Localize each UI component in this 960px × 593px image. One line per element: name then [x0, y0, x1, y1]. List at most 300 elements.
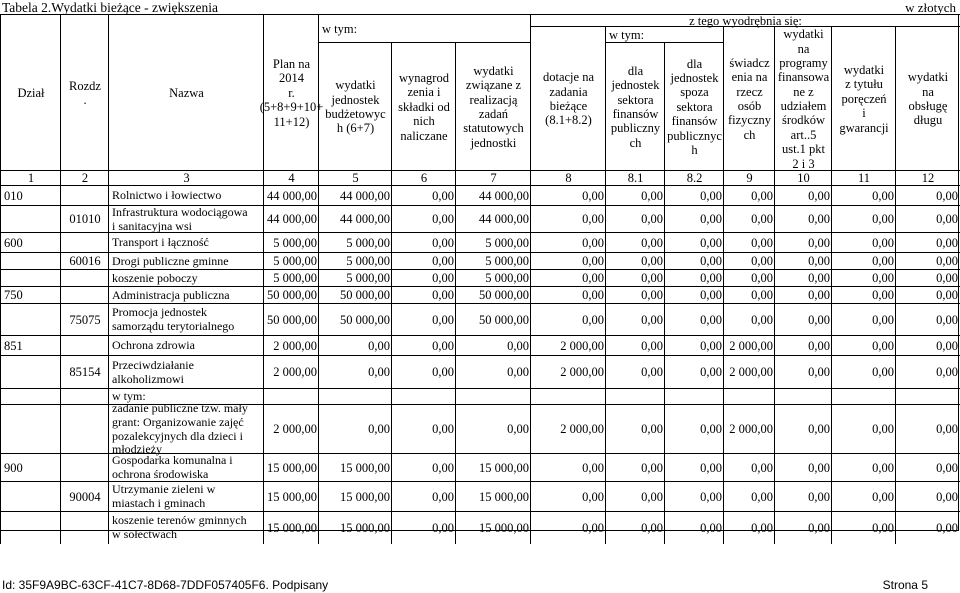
value-cell	[605, 335, 665, 356]
value-cell-text: 0,00	[582, 271, 604, 286]
value-cell	[723, 185, 775, 206]
value-cell	[774, 252, 832, 270]
value-cell	[263, 335, 319, 356]
dzial-cell-text: 900	[4, 460, 23, 475]
value-cell-text: 0,00	[700, 460, 722, 475]
value-cell-text: 0,00	[432, 288, 454, 303]
value-cell-text: 0,00	[432, 422, 454, 437]
value-cell-text: 0,00	[641, 338, 663, 353]
value-cell	[530, 404, 606, 454]
value-cell-text: 0,00	[507, 338, 529, 353]
column-number	[895, 170, 960, 186]
value-cell-text: 0,00	[808, 422, 830, 437]
value-cell	[263, 303, 319, 336]
value-cell	[605, 205, 665, 233]
value-cell	[774, 388, 832, 405]
value-cell	[530, 205, 606, 233]
value-cell	[530, 511, 606, 544]
column-number	[455, 170, 531, 186]
nazwa-cell	[108, 481, 264, 512]
dzial-cell	[0, 453, 61, 482]
value-cell-text: 2 000,00	[729, 422, 773, 437]
value-cell	[530, 232, 606, 253]
value-cell	[895, 335, 960, 356]
value-cell	[664, 481, 724, 512]
header-swiadczenia	[723, 26, 775, 171]
nazwa-cell-text: zadanie publiczne tzw. mały grant: Organizowanie zajęć pozalekcyjnych dla dzieci i młodzieży	[112, 400, 248, 457]
value-cell	[723, 303, 775, 336]
rozdz-cell	[60, 511, 109, 544]
value-cell	[723, 335, 775, 356]
value-cell	[455, 185, 531, 206]
rozdz-cell	[60, 453, 109, 482]
value-cell-text: 0,00	[641, 520, 663, 535]
value-cell	[391, 232, 456, 253]
nazwa-cell-text: Ochrona zdrowia	[112, 338, 195, 353]
value-cell	[318, 388, 392, 405]
dzial-cell	[0, 286, 61, 304]
value-cell-text: 0,00	[641, 489, 663, 504]
value-cell-text: 0,00	[700, 188, 722, 203]
value-cell	[391, 303, 456, 336]
value-cell-text: 44 000,00	[267, 212, 317, 227]
value-cell	[895, 269, 960, 287]
value-cell	[455, 335, 531, 356]
value-cell	[831, 269, 896, 287]
value-cell-text: 0,00	[872, 212, 894, 227]
nazwa-cell-text: Administracja publiczna	[112, 287, 230, 302]
value-cell	[895, 481, 960, 512]
value-cell-text: 50 000,00	[340, 312, 390, 327]
nazwa-cell-text: Rolnictwo i łowiectwo	[112, 188, 222, 203]
value-cell-text: 0,00	[808, 489, 830, 504]
column-number	[0, 170, 61, 186]
value-cell-text: 0,00	[641, 188, 663, 203]
value-cell-text: 0,00	[700, 212, 722, 227]
header-dzial	[0, 14, 61, 171]
value-cell	[605, 303, 665, 336]
value-cell	[455, 232, 531, 253]
value-cell	[391, 286, 456, 304]
value-cell-text: 2 000,00	[273, 338, 317, 353]
rozdz-cell	[60, 404, 109, 454]
nazwa-cell-text: Utrzymanie zieleni w miastach i gminach	[112, 482, 216, 510]
value-cell-text: 15 000,00	[340, 460, 390, 475]
value-cell-text: 0,00	[808, 288, 830, 303]
value-cell-text: 0,00	[700, 338, 722, 353]
rozdz-cell-text: 60016	[69, 254, 101, 269]
value-cell	[455, 388, 531, 405]
header-nazwa	[108, 14, 264, 171]
value-cell	[895, 355, 960, 389]
value-cell	[895, 511, 960, 544]
nazwa-cell	[108, 453, 264, 482]
value-cell	[664, 185, 724, 206]
value-cell	[391, 388, 456, 405]
value-cell	[895, 252, 960, 270]
value-cell	[530, 453, 606, 482]
value-cell	[831, 404, 896, 454]
value-cell-text: 44 000,00	[479, 188, 529, 203]
rozdz-cell	[60, 388, 109, 405]
column-number	[664, 170, 724, 186]
value-cell-text: 0,00	[507, 422, 529, 437]
header-dla-sektora-text: dla jednostek sektora finansów publiczny ch	[610, 63, 661, 150]
value-cell	[318, 286, 392, 304]
nazwa-cell-text: Gospodarka komunalna i ochrona środowiska	[112, 453, 233, 481]
value-cell-text: 0,00	[582, 460, 604, 475]
value-cell	[723, 232, 775, 253]
value-cell	[530, 252, 606, 270]
value-cell	[391, 511, 456, 544]
value-cell	[664, 388, 724, 405]
value-cell	[895, 185, 960, 206]
value-cell-text: 0,00	[432, 520, 454, 535]
value-cell	[664, 335, 724, 356]
rozdz-cell-text: 85154	[69, 365, 101, 380]
value-cell-text: 0,00	[582, 212, 604, 227]
value-cell	[318, 481, 392, 512]
value-cell-text: 0,00	[582, 312, 604, 327]
value-cell	[263, 252, 319, 270]
nazwa-cell	[108, 185, 264, 206]
column-number-text: 2	[81, 171, 89, 186]
value-cell	[318, 252, 392, 270]
value-cell-text: 0,00	[751, 520, 773, 535]
value-cell-text: 15 000,00	[479, 489, 529, 504]
value-cell	[455, 286, 531, 304]
value-cell	[831, 511, 896, 544]
value-cell-text: 0,00	[936, 235, 958, 250]
rozdz-cell	[60, 185, 109, 206]
value-cell-text: 2 000,00	[560, 422, 604, 437]
header-wydatki-budzetowe-text: wydatki jednostek budżetowyc h (6+7)	[325, 78, 386, 136]
nazwa-cell-text: koszenie terenów gminnych w sołectwach	[112, 513, 247, 541]
value-cell	[774, 185, 832, 206]
value-cell	[774, 303, 832, 336]
value-cell-text: 0,00	[872, 271, 894, 286]
column-number-text: 1	[27, 171, 35, 186]
value-cell-text: 0,00	[368, 338, 390, 353]
value-cell	[391, 252, 456, 270]
value-cell	[831, 185, 896, 206]
header-programy	[774, 26, 832, 171]
value-cell	[831, 252, 896, 270]
value-cell-text: 0,00	[872, 254, 894, 269]
value-cell-text: 15 000,00	[340, 520, 390, 535]
value-cell	[605, 453, 665, 482]
value-cell-text: 5 000,00	[346, 254, 390, 269]
value-cell	[318, 355, 392, 389]
value-cell-text: 0,00	[700, 288, 722, 303]
value-cell	[774, 335, 832, 356]
value-cell	[831, 205, 896, 233]
value-cell	[723, 404, 775, 454]
value-cell-text: 0,00	[641, 365, 663, 380]
value-cell-text: 2 000,00	[273, 422, 317, 437]
column-number-text: 5	[352, 171, 359, 186]
document-id: Id: 35F9A9BC-63CF-41C7-8D68-7DDF057405F6. Podpisany	[2, 578, 329, 592]
value-cell-text: 0,00	[808, 188, 830, 203]
value-cell	[455, 453, 531, 482]
value-cell	[530, 481, 606, 512]
value-cell-text: 0,00	[808, 235, 830, 250]
value-cell	[723, 453, 775, 482]
value-cell	[263, 286, 319, 304]
rozdz-cell-text: 90004	[69, 489, 101, 504]
value-cell	[664, 269, 724, 287]
header-programy-text: wydatki na programy finansowa ne z udziałem środków art..5 ust.1 pkt 2 i 3	[777, 27, 830, 171]
value-cell	[723, 269, 775, 287]
column-number-text: 10	[797, 171, 810, 186]
value-cell	[391, 335, 456, 356]
value-cell	[530, 388, 606, 405]
header-zwiazane-text: wydatki związane z realizacją zadań statutowych jednostki	[463, 63, 524, 150]
dzial-cell-text: 600	[4, 235, 23, 250]
value-cell-text: 5 000,00	[485, 271, 529, 286]
value-cell	[530, 335, 606, 356]
rozdz-cell	[60, 286, 109, 304]
column-number-text: 8.1	[627, 171, 644, 186]
value-cell	[831, 388, 896, 405]
value-cell	[723, 388, 775, 405]
value-cell-text: 0,00	[751, 489, 773, 504]
value-cell	[831, 286, 896, 304]
value-cell	[664, 355, 724, 389]
header-wynagrodzenia	[391, 42, 456, 171]
value-cell	[318, 303, 392, 336]
value-cell-text: 50 000,00	[267, 288, 317, 303]
value-cell	[723, 511, 775, 544]
value-cell	[723, 252, 775, 270]
value-cell-text: 0,00	[936, 188, 958, 203]
value-cell	[263, 269, 319, 287]
value-cell-text: 0,00	[872, 188, 894, 203]
value-cell	[895, 232, 960, 253]
value-cell-text: 50 000,00	[479, 288, 529, 303]
nazwa-cell	[108, 335, 264, 356]
column-number-text: 3	[183, 171, 190, 186]
value-cell-text: 0,00	[872, 422, 894, 437]
value-cell	[530, 269, 606, 287]
value-cell-text: 44 000,00	[340, 188, 390, 203]
value-cell-text: 15 000,00	[479, 520, 529, 535]
value-cell-text: 50 000,00	[479, 312, 529, 327]
value-cell-text: 0,00	[936, 365, 958, 380]
value-cell-text: 0,00	[808, 312, 830, 327]
unit-label: w złotych	[905, 0, 956, 15]
value-cell-text: 0,00	[751, 254, 773, 269]
value-cell-text: 0,00	[808, 365, 830, 380]
value-cell-text: 0,00	[432, 460, 454, 475]
value-cell	[391, 185, 456, 206]
value-cell	[664, 232, 724, 253]
rozdz-cell	[60, 335, 109, 356]
value-cell-text: 0,00	[641, 235, 663, 250]
value-cell-text: 15 000,00	[267, 460, 317, 475]
dzial-cell	[0, 269, 61, 287]
value-cell-text: 0,00	[808, 520, 830, 535]
column-number-text: 9	[746, 171, 753, 186]
value-cell	[774, 355, 832, 389]
value-cell-text: 0,00	[751, 288, 773, 303]
value-cell	[664, 453, 724, 482]
value-cell-text: 5 000,00	[485, 235, 529, 250]
value-cell	[723, 481, 775, 512]
value-cell-text: 0,00	[641, 312, 663, 327]
header-zwiazane	[455, 42, 531, 171]
value-cell-text: 0,00	[368, 422, 390, 437]
value-cell-text: 0,00	[808, 460, 830, 475]
value-cell-text: 0,00	[641, 460, 663, 475]
value-cell	[774, 404, 832, 454]
value-cell-text: 0,00	[368, 365, 390, 380]
value-cell	[774, 453, 832, 482]
value-cell-text: 0,00	[751, 271, 773, 286]
value-cell-text: 0,00	[751, 460, 773, 475]
value-cell	[605, 404, 665, 454]
value-cell	[263, 355, 319, 389]
value-cell-text: 2 000,00	[729, 338, 773, 353]
value-cell-text: 0,00	[936, 489, 958, 504]
column-number-text: 4	[288, 171, 295, 186]
nazwa-cell-text: w tym:	[112, 389, 146, 404]
rozdz-cell	[60, 355, 109, 389]
value-cell	[831, 335, 896, 356]
value-cell-text: 0,00	[700, 365, 722, 380]
value-cell	[895, 453, 960, 482]
column-number	[108, 170, 264, 186]
value-cell	[774, 232, 832, 253]
value-cell	[391, 453, 456, 482]
value-cell	[605, 185, 665, 206]
header-dla-sektora	[605, 42, 665, 171]
value-cell	[318, 511, 392, 544]
value-cell-text: 0,00	[936, 520, 958, 535]
header-wydatki-budzetowe	[318, 42, 392, 171]
value-cell-text: 0,00	[507, 365, 529, 380]
header-w-tym	[318, 14, 531, 43]
header-dzial-text: Dział	[17, 85, 45, 100]
header-rozdz-text: Rozdz .	[69, 78, 101, 107]
value-cell-text: 2 000,00	[560, 338, 604, 353]
value-cell	[455, 404, 531, 454]
rozdz-cell	[60, 269, 109, 287]
value-cell-text: 0,00	[582, 520, 604, 535]
dzial-cell	[0, 335, 61, 356]
header-w-tym-2-text: w tym:	[609, 27, 645, 42]
nazwa-cell-text: Promocja jednostek samorządu terytorialnego	[112, 305, 235, 333]
value-cell-text: 0,00	[872, 520, 894, 535]
value-cell-text: 0,00	[432, 188, 454, 203]
header-wynagrodzenia-text: wynagrod zenia i składki od nich naliczane	[398, 71, 450, 143]
value-cell	[664, 205, 724, 233]
value-cell-text: 0,00	[936, 338, 958, 353]
nazwa-cell	[108, 303, 264, 336]
dzial-cell	[0, 232, 61, 253]
column-number-text: 8	[565, 171, 572, 186]
value-cell	[831, 232, 896, 253]
value-cell	[391, 404, 456, 454]
value-cell	[605, 232, 665, 253]
value-cell	[664, 303, 724, 336]
value-cell-text: 0,00	[751, 235, 773, 250]
value-cell	[530, 286, 606, 304]
table-title: Tabela 2.Wydatki bieżące - zwiększenia	[2, 0, 218, 15]
value-cell	[723, 286, 775, 304]
dzial-cell	[0, 404, 61, 454]
value-cell-text: 0,00	[700, 520, 722, 535]
value-cell-text: 0,00	[432, 271, 454, 286]
column-number	[318, 170, 392, 186]
value-cell-text: 44 000,00	[267, 188, 317, 203]
value-cell-text: 15 000,00	[479, 460, 529, 475]
value-cell	[391, 481, 456, 512]
value-cell	[318, 232, 392, 253]
nazwa-cell	[108, 511, 264, 544]
value-cell-text: 0,00	[872, 235, 894, 250]
value-cell-text: 0,00	[432, 235, 454, 250]
header-rozdz	[60, 14, 109, 171]
header-dotacje-text: dotacje na zadania bieżące (8.1+8.2)	[542, 70, 594, 128]
value-cell-text: 5 000,00	[273, 271, 317, 286]
value-cell	[605, 286, 665, 304]
value-cell	[831, 303, 896, 336]
nazwa-cell-text: Infrastruktura wodociągowa i sanitacyjna wsi	[112, 204, 248, 233]
value-cell-text: 0,00	[872, 288, 894, 303]
value-cell-text: 0,00	[700, 271, 722, 286]
value-cell	[831, 481, 896, 512]
header-obsluga	[895, 26, 960, 171]
value-cell	[455, 481, 531, 512]
value-cell-text: 5 000,00	[273, 254, 317, 269]
dzial-cell	[0, 205, 61, 233]
column-number-text: 12	[921, 171, 935, 186]
value-cell-text: 0,00	[808, 271, 830, 286]
value-cell	[263, 404, 319, 454]
value-cell	[530, 355, 606, 389]
header-spoza-sektora	[664, 42, 724, 171]
value-cell	[318, 185, 392, 206]
value-cell-text: 0,00	[700, 235, 722, 250]
value-cell-text: 0,00	[432, 338, 454, 353]
value-cell-text: 0,00	[582, 254, 604, 269]
header-w-tym-2	[605, 26, 724, 43]
dzial-cell	[0, 481, 61, 512]
value-cell	[455, 511, 531, 544]
value-cell-text: 0,00	[936, 288, 958, 303]
nazwa-cell-text: Transport i łączność	[112, 235, 209, 250]
value-cell	[723, 205, 775, 233]
value-cell-text: 0,00	[432, 489, 454, 504]
header-poreczenia	[831, 26, 896, 171]
column-number	[391, 170, 456, 186]
dzial-cell	[0, 185, 61, 206]
value-cell	[318, 404, 392, 454]
value-cell	[391, 355, 456, 389]
nazwa-cell-text: Przeciwdziałanie alkoholizmowi	[112, 357, 194, 386]
dzial-cell	[0, 303, 61, 336]
rozdz-cell	[60, 303, 109, 336]
value-cell-text: 0,00	[872, 489, 894, 504]
value-cell-text: 0,00	[582, 235, 604, 250]
value-cell-text: 0,00	[641, 271, 663, 286]
value-cell-text: 0,00	[700, 254, 722, 269]
value-cell	[895, 404, 960, 454]
value-cell-text: 0,00	[936, 422, 958, 437]
value-cell-text: 5 000,00	[346, 235, 390, 250]
nazwa-cell	[108, 355, 264, 389]
